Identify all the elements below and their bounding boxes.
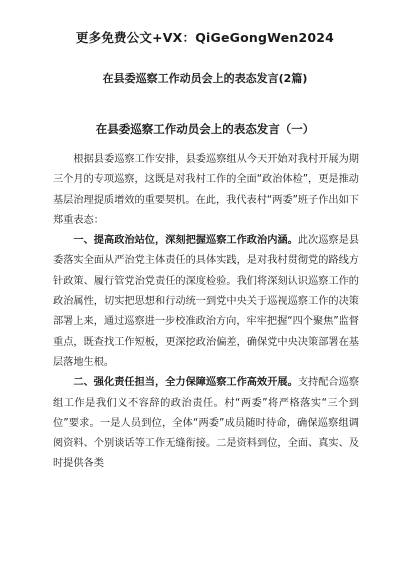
document-body bbox=[53, 150, 359, 475]
point-1-heading: 一、提高政治站位，深刻把握巡察工作政治内涵。 bbox=[73, 235, 298, 247]
paragraph-intro: 根据县委巡察工作安排，县委巡察组从今天开始对我村开展为期三个月的专项巡察，这既是对我村工作的全面“政治体检”，更是推动基层治理提质增效的重要契机。在此，我代表村“两委”班子作出如下郑重表态： bbox=[53, 154, 359, 226]
section-title: 在县委巡察工作动员会上的表态发言（一） bbox=[95, 122, 315, 136]
document-title: 在县委巡察工作动员会上的表态发言(2篇) bbox=[102, 72, 308, 85]
point-1-text: 此次巡察是县委落实全面从严治党主体责任的具体实践，是对我村贯彻党的路线方针政策、履行管党治党责任的深度检验。我们将深刻认识巡察工作的政治属性，切实把思想和行动统一到党中央关于巡视巡察工作的决策部署上来，通过巡察进一步校准政治方向，牢牢把握“四个聚焦”监督重点，既查找工作短板，更深挖政治偏差，确保党中央决策部署在基层落地生根。 bbox=[53, 235, 360, 368]
promo-banner: 更多免费公文+VX：QiGeGongWen2024 bbox=[75, 30, 335, 45]
paragraph-point-2 bbox=[53, 373, 359, 474]
point-2-heading: 二、强化责任担当，全力保障巡察工作高效开展。 bbox=[73, 377, 298, 389]
paragraph-point-1 bbox=[53, 231, 359, 373]
point-2-text: 支持配合巡察组工作是我们义不容辞的政治责任。村“两委”将严格落实“三个到位”要求。一是人员到位，全体“两委”成员随时待命，确保巡察组调阅资料、个别谈话等工作无缝衔接。二是资料到位，全面、真实、及时提供各类 bbox=[53, 377, 360, 470]
